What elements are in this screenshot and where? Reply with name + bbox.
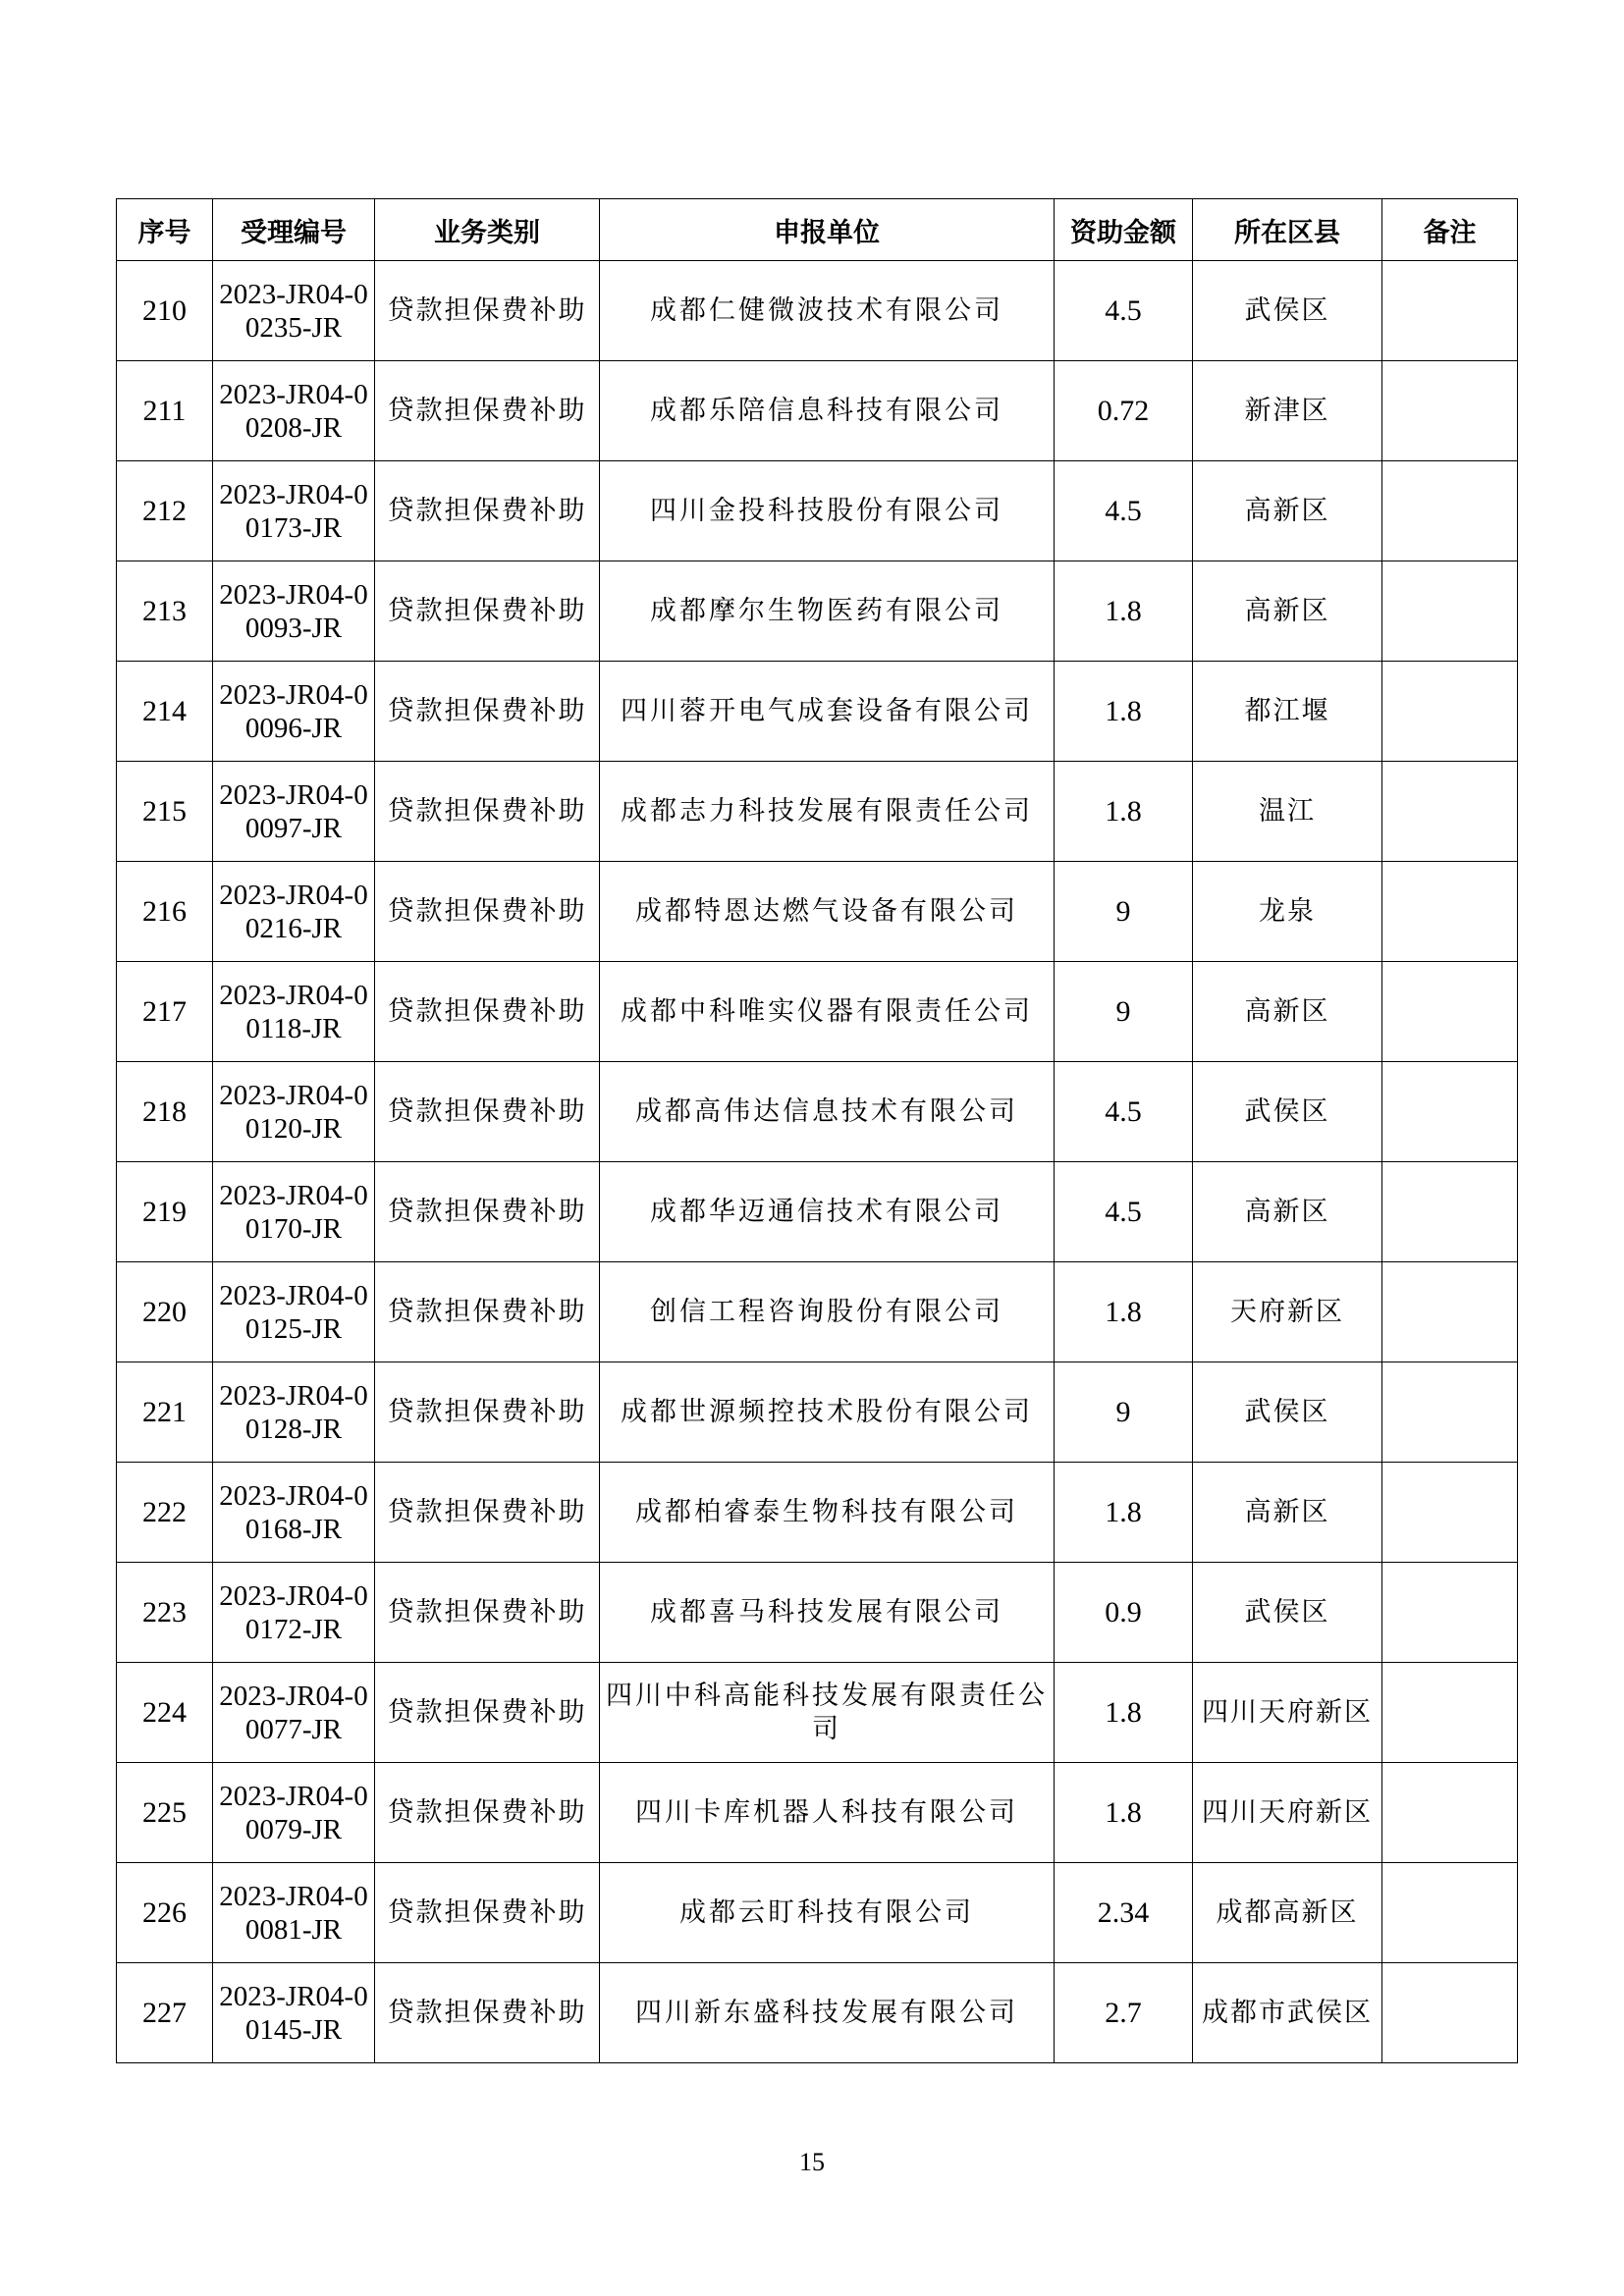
table-header: [117, 199, 1518, 261]
cell-note: [1382, 1362, 1518, 1463]
cell-code: 2023-JR04-00173-JR: [213, 461, 375, 561]
cell-seq: 221: [117, 1362, 213, 1463]
cell-note: [1382, 962, 1518, 1062]
cell-amount: 1.8: [1055, 762, 1193, 862]
cell-code: 2023-JR04-00170-JR: [213, 1162, 375, 1262]
header-seq: 序号: [117, 199, 213, 261]
cell-seq: 215: [117, 762, 213, 862]
cell-category: 贷款担保费补助: [375, 1162, 600, 1262]
cell-note: [1382, 1963, 1518, 2063]
cell-code: 2023-JR04-00079-JR: [213, 1763, 375, 1863]
cell-district: 高新区: [1193, 561, 1382, 662]
cell-unit: 成都世源频控技术股份有限公司: [600, 1362, 1055, 1463]
cell-code: 2023-JR04-00235-JR: [213, 261, 375, 361]
cell-category: 贷款担保费补助: [375, 361, 600, 461]
cell-district: 武侯区: [1193, 1563, 1382, 1663]
cell-category: 贷款担保费补助: [375, 1563, 600, 1663]
cell-code: 2023-JR04-00097-JR: [213, 762, 375, 862]
cell-district: 都江堰: [1193, 662, 1382, 762]
cell-district: 四川天府新区: [1193, 1663, 1382, 1763]
table-row: [117, 561, 1518, 662]
table-row: [117, 1162, 1518, 1262]
cell-district: 武侯区: [1193, 1062, 1382, 1162]
cell-note: [1382, 561, 1518, 662]
cell-unit: 成都中科唯实仪器有限责任公司: [600, 962, 1055, 1062]
header-code: 受理编号: [213, 199, 375, 261]
table-row: [117, 962, 1518, 1062]
cell-code: 2023-JR04-00096-JR: [213, 662, 375, 762]
cell-district: 新津区: [1193, 361, 1382, 461]
cell-seq: 225: [117, 1763, 213, 1863]
cell-code: 2023-JR04-00216-JR: [213, 862, 375, 962]
header-note: 备注: [1382, 199, 1518, 261]
cell-code: 2023-JR04-00093-JR: [213, 561, 375, 662]
cell-unit: 成都仁健微波技术有限公司: [600, 261, 1055, 361]
cell-amount: 0.72: [1055, 361, 1193, 461]
cell-unit: 成都高伟达信息技术有限公司: [600, 1062, 1055, 1162]
cell-note: [1382, 361, 1518, 461]
cell-amount: 1.8: [1055, 1262, 1193, 1362]
cell-district: 温江: [1193, 762, 1382, 862]
cell-note: [1382, 1463, 1518, 1563]
cell-code: 2023-JR04-00125-JR: [213, 1262, 375, 1362]
cell-amount: 1.8: [1055, 1463, 1193, 1563]
cell-code: 2023-JR04-00118-JR: [213, 962, 375, 1062]
cell-seq: 222: [117, 1463, 213, 1563]
cell-note: [1382, 261, 1518, 361]
cell-amount: 1.8: [1055, 662, 1193, 762]
cell-category: 贷款担保费补助: [375, 1863, 600, 1963]
cell-unit: 创信工程咨询股份有限公司: [600, 1262, 1055, 1362]
cell-seq: 217: [117, 962, 213, 1062]
cell-category: 贷款担保费补助: [375, 261, 600, 361]
cell-district: 武侯区: [1193, 261, 1382, 361]
header-amount: 资助金额: [1055, 199, 1193, 261]
cell-district: 高新区: [1193, 461, 1382, 561]
cell-code: 2023-JR04-00077-JR: [213, 1663, 375, 1763]
cell-unit: 四川金投科技股份有限公司: [600, 461, 1055, 561]
cell-district: 天府新区: [1193, 1262, 1382, 1362]
table-row: [117, 1863, 1518, 1963]
table-row: [117, 1262, 1518, 1362]
cell-note: [1382, 1563, 1518, 1663]
cell-category: 贷款担保费补助: [375, 862, 600, 962]
cell-district: 高新区: [1193, 1463, 1382, 1563]
cell-district: 成都高新区: [1193, 1863, 1382, 1963]
cell-seq: 212: [117, 461, 213, 561]
header-unit: 申报单位: [600, 199, 1055, 261]
table-row: [117, 762, 1518, 862]
cell-amount: 4.5: [1055, 1162, 1193, 1262]
cell-unit: 成都华迈通信技术有限公司: [600, 1162, 1055, 1262]
cell-district: 成都市武侯区: [1193, 1963, 1382, 2063]
table-row: [117, 1563, 1518, 1663]
cell-seq: 226: [117, 1863, 213, 1963]
cell-category: 贷款担保费补助: [375, 1262, 600, 1362]
cell-seq: 220: [117, 1262, 213, 1362]
cell-district: 龙泉: [1193, 862, 1382, 962]
cell-amount: 2.7: [1055, 1963, 1193, 2063]
cell-seq: 211: [117, 361, 213, 461]
cell-note: [1382, 461, 1518, 561]
subsidy-table: [116, 198, 1518, 2063]
table-row: [117, 461, 1518, 561]
cell-category: 贷款担保费补助: [375, 561, 600, 662]
cell-seq: 216: [117, 862, 213, 962]
cell-category: 贷款担保费补助: [375, 1362, 600, 1463]
cell-category: 贷款担保费补助: [375, 1463, 600, 1563]
cell-amount: 9: [1055, 962, 1193, 1062]
cell-seq: 219: [117, 1162, 213, 1262]
header-row: [117, 199, 1518, 261]
table-row: [117, 261, 1518, 361]
cell-note: [1382, 862, 1518, 962]
cell-code: 2023-JR04-00172-JR: [213, 1563, 375, 1663]
cell-note: [1382, 1162, 1518, 1262]
table-body: [117, 261, 1518, 2063]
cell-district: 高新区: [1193, 1162, 1382, 1262]
cell-code: 2023-JR04-00168-JR: [213, 1463, 375, 1563]
cell-note: [1382, 1863, 1518, 1963]
cell-note: [1382, 1763, 1518, 1863]
table-row: [117, 662, 1518, 762]
cell-category: 贷款担保费补助: [375, 1062, 600, 1162]
cell-seq: 224: [117, 1663, 213, 1763]
cell-unit: 四川卡库机器人科技有限公司: [600, 1763, 1055, 1863]
cell-code: 2023-JR04-00145-JR: [213, 1963, 375, 2063]
cell-seq: 218: [117, 1062, 213, 1162]
table-row: [117, 1763, 1518, 1863]
cell-amount: 9: [1055, 1362, 1193, 1463]
table-row: [117, 862, 1518, 962]
table-row: [117, 1963, 1518, 2063]
cell-note: [1382, 1062, 1518, 1162]
cell-amount: 1.8: [1055, 561, 1193, 662]
page-number: 15: [799, 2148, 825, 2176]
cell-category: 贷款担保费补助: [375, 1763, 600, 1863]
cell-category: 贷款担保费补助: [375, 1963, 600, 2063]
cell-district: 武侯区: [1193, 1362, 1382, 1463]
cell-note: [1382, 1262, 1518, 1362]
cell-amount: 1.8: [1055, 1663, 1193, 1763]
cell-category: 贷款担保费补助: [375, 662, 600, 762]
cell-unit: 成都特恩达燃气设备有限公司: [600, 862, 1055, 962]
cell-code: 2023-JR04-00128-JR: [213, 1362, 375, 1463]
cell-amount: 4.5: [1055, 461, 1193, 561]
table-row: [117, 1362, 1518, 1463]
cell-unit: 成都喜马科技发展有限公司: [600, 1563, 1055, 1663]
cell-amount: 4.5: [1055, 261, 1193, 361]
cell-code: 2023-JR04-00081-JR: [213, 1863, 375, 1963]
cell-unit: 成都乐陪信息科技有限公司: [600, 361, 1055, 461]
cell-district: 高新区: [1193, 962, 1382, 1062]
cell-category: 贷款担保费补助: [375, 962, 600, 1062]
cell-unit: 四川中科高能科技发展有限责任公司: [600, 1663, 1055, 1763]
header-district: 所在区县: [1193, 199, 1382, 261]
cell-note: [1382, 762, 1518, 862]
cell-district: 四川天府新区: [1193, 1763, 1382, 1863]
cell-amount: 0.9: [1055, 1563, 1193, 1663]
header-category: 业务类别: [375, 199, 600, 261]
cell-category: 贷款担保费补助: [375, 461, 600, 561]
cell-amount: 2.34: [1055, 1863, 1193, 1963]
table-row: [117, 1663, 1518, 1763]
cell-amount: 1.8: [1055, 1763, 1193, 1863]
cell-unit: 成都云盯科技有限公司: [600, 1863, 1055, 1963]
cell-amount: 9: [1055, 862, 1193, 962]
cell-unit: 成都志力科技发展有限责任公司: [600, 762, 1055, 862]
table-row: [117, 1463, 1518, 1563]
cell-seq: 210: [117, 261, 213, 361]
cell-unit: 四川蓉开电气成套设备有限公司: [600, 662, 1055, 762]
cell-note: [1382, 662, 1518, 762]
cell-seq: 227: [117, 1963, 213, 2063]
cell-seq: 213: [117, 561, 213, 662]
cell-unit: 四川新东盛科技发展有限公司: [600, 1963, 1055, 2063]
cell-seq: 214: [117, 662, 213, 762]
cell-unit: 成都摩尔生物医药有限公司: [600, 561, 1055, 662]
table-row: [117, 1062, 1518, 1162]
cell-category: 贷款担保费补助: [375, 1663, 600, 1763]
cell-amount: 4.5: [1055, 1062, 1193, 1162]
cell-note: [1382, 1663, 1518, 1763]
table-row: [117, 361, 1518, 461]
cell-unit: 成都柏睿泰生物科技有限公司: [600, 1463, 1055, 1563]
cell-code: 2023-JR04-00208-JR: [213, 361, 375, 461]
cell-code: 2023-JR04-00120-JR: [213, 1062, 375, 1162]
cell-category: 贷款担保费补助: [375, 762, 600, 862]
cell-seq: 223: [117, 1563, 213, 1663]
